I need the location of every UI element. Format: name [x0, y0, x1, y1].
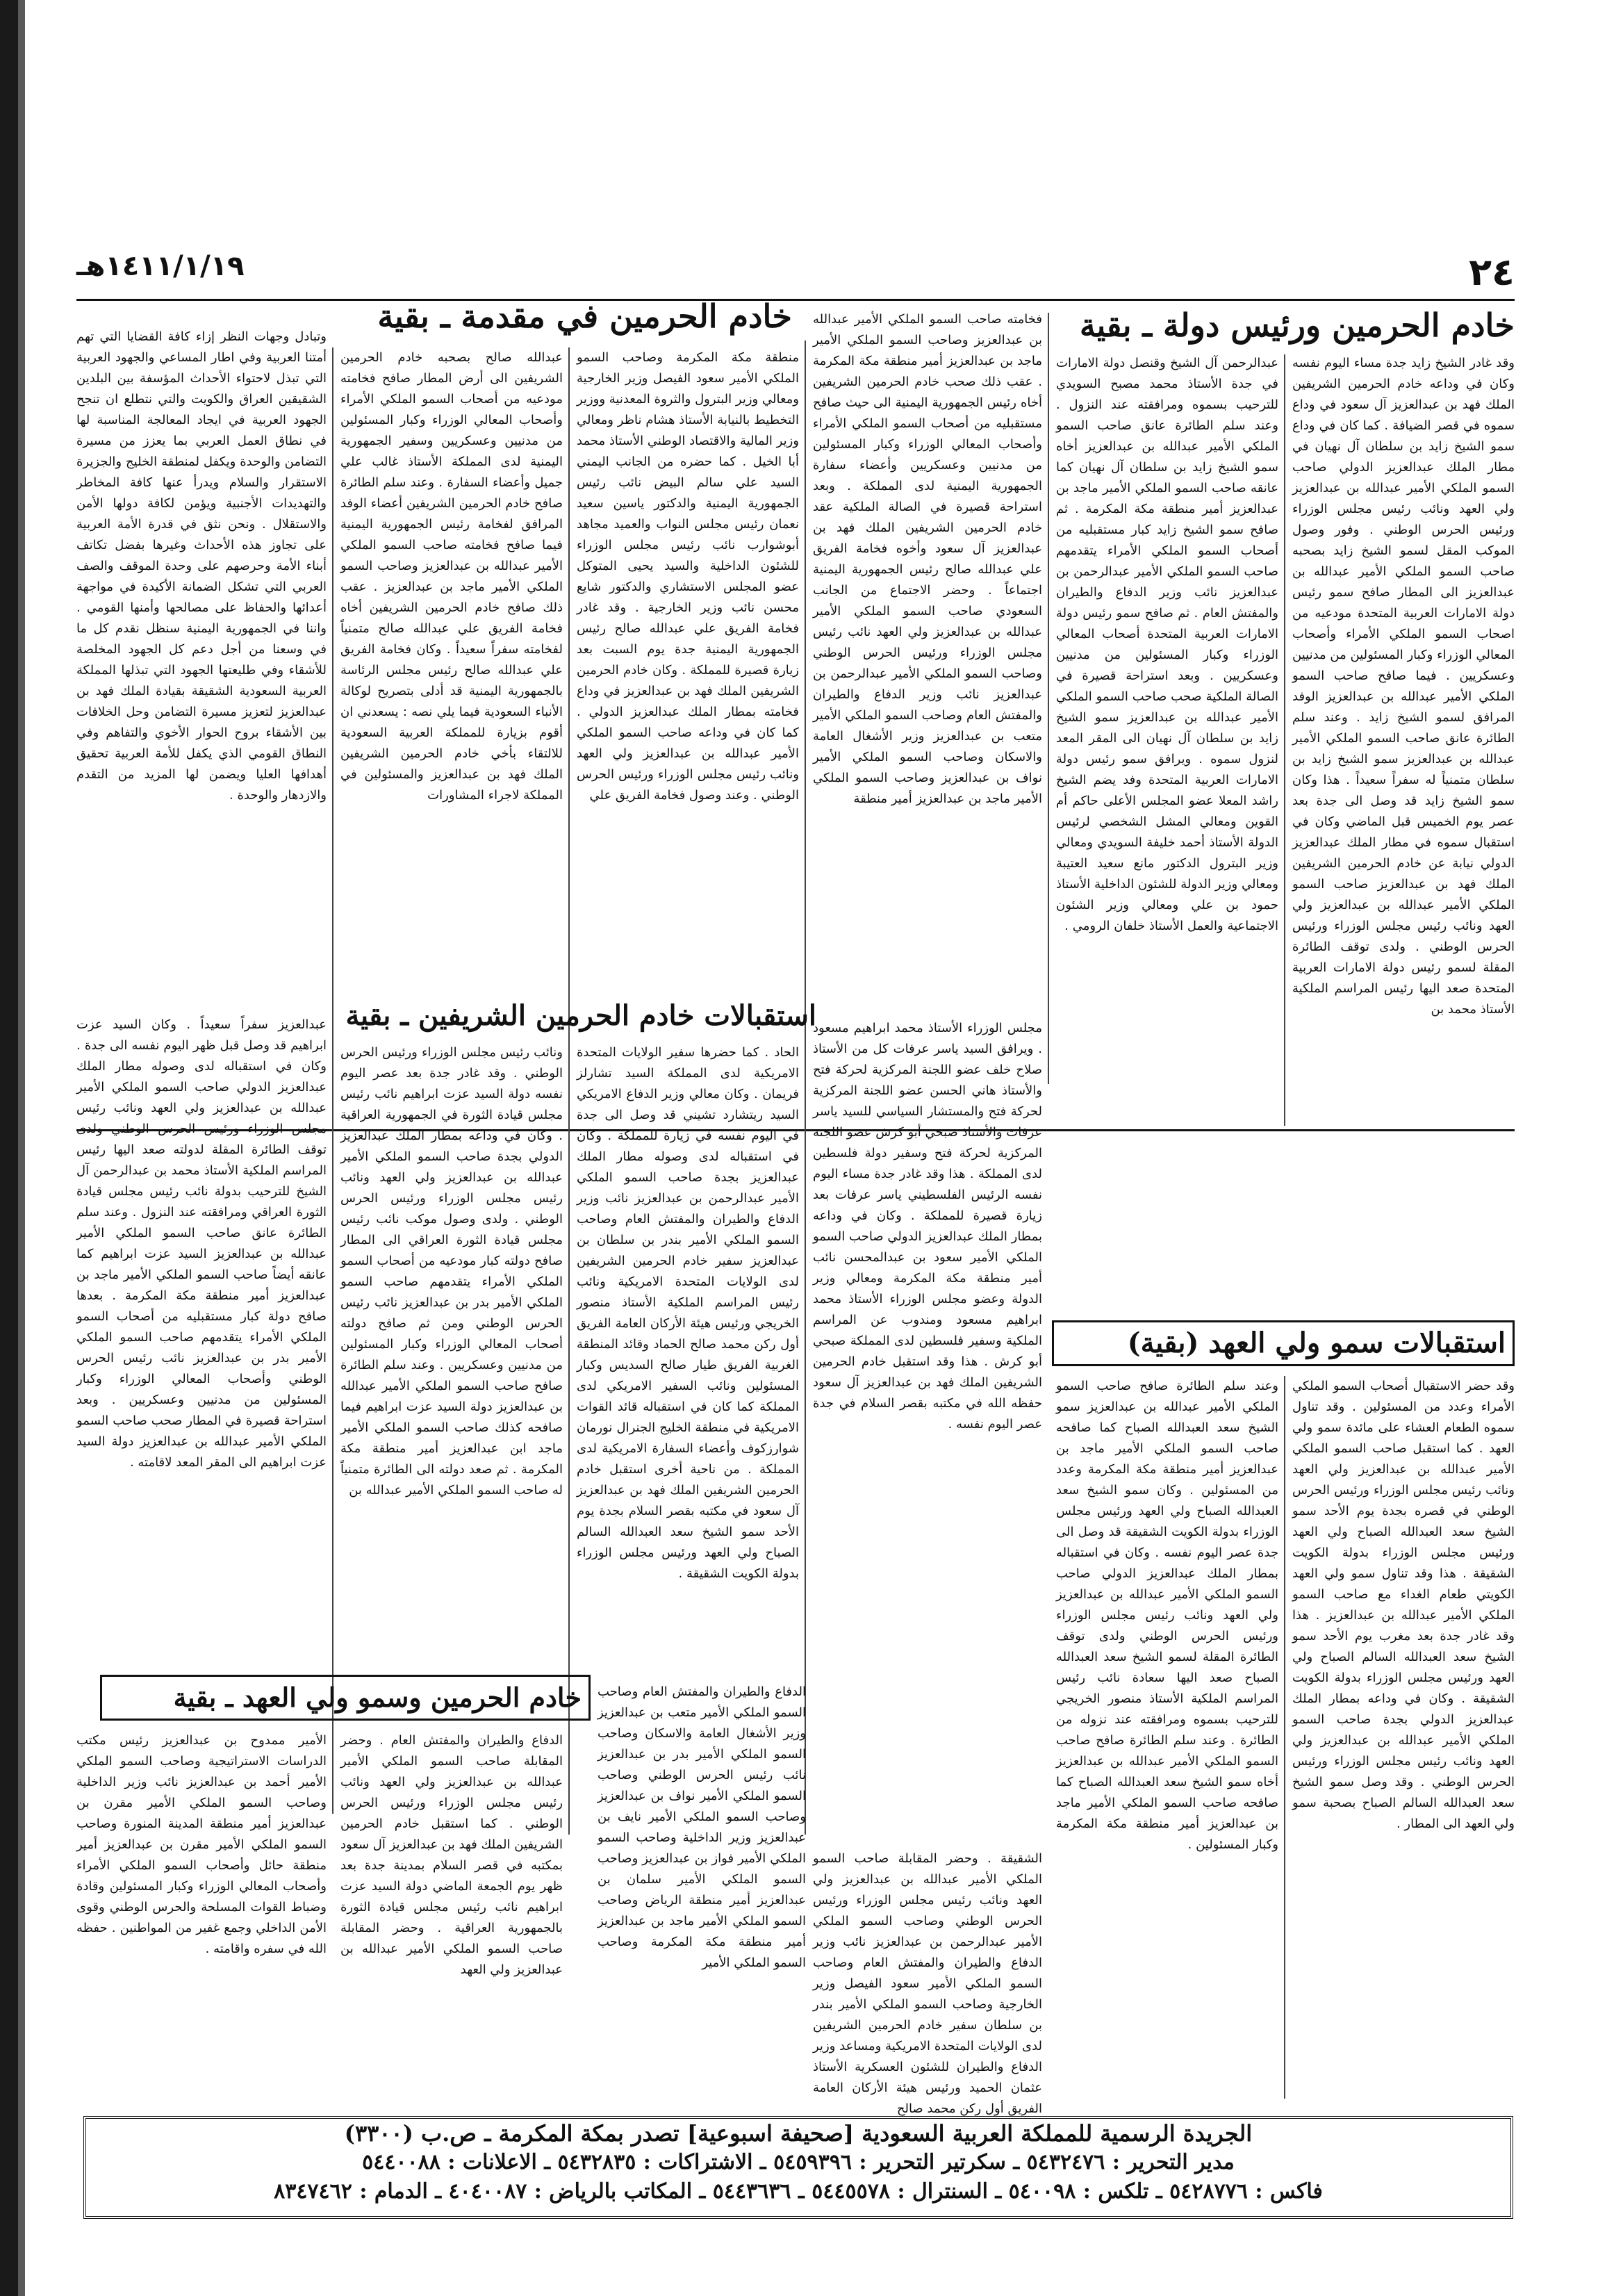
- top-rule: [76, 299, 1515, 301]
- footer-title: الجريدة الرسمية للمملكة العربية السعودية [صحيفة اسبوعية] تصدر بمكة المكرمة ـ ص.ب (٣٣٠٠): [344, 2120, 1253, 2147]
- article-2-col-1-text: منطقة مكة المكرمة وصاحب السمو الملكي الأمير سعود الفيصل وزير الخارجية ومعالي وزير البترول والثروة المعدنية ووزير التخطيط بالنيابة الأستاذ هشام ناظر ومعالي وزير المالية والاقتصاد الوطني الأستاذ محمد أبا الخيل . كما حضره من الجانب اليمني السيد علي سالم البيض نائب رئيس الجمهورية اليمنية والدكتور ياسين سعيد نعمان رئيس مجلس النواب والعميد مجاهد أبوشوارب نائب رئيس مجلس الوزراء للشئون الداخلية والسيد يحيى المتوكل عضو المجلس الاستشاري والدكتور شايع محسن نائب وزير الخارجية . وقد غادر فخامة الفريق علي عبدالله صالح رئيس الجمهورية اليمنية جدة يوم السبت بعد زيارة قصيرة للمملكة . وكان خادم الحرمين الشريفين الملك فهد بن عبدالعزيز في وداع فخامته بمطار الملك عبدالعزيز الدولي . كما كان في وداعه صاحب السمو الملكي الأمير عبدالله بن عبدالعزيز ولي العهد ونائب رئيس مجلس الوزراء ورئيس الحرس الوطني . وعند وصول فخامة الفريق علي: [577, 350, 799, 803]
- column-divider: [568, 347, 570, 1105]
- article-2-col-3: [76, 327, 327, 1112]
- column-divider: [332, 347, 333, 1105]
- article-2-col-2-text: عبدالله صالح بصحبه خادم الحرمين الشريفين الى أرض المطار صافح فخامته مودعيه من أصحاب السمو الملكي الأمراء وأصحاب المعالي الوزراء وكبار المسئولين من مدنيين وعسكريين وسفير الجمهورية اليمنية لدى المملكة الأستاذ غالب علي جميل وأعضاء السفارة . وعند سلم الطائرة صافح خادم الحرمين الشريفين أعضاء الوفد المرافق لفخامة رئيس الجمهورية اليمنية فيما صافح فخامته صاحب السمو الملكي الأمير عبدالله بن عبدالعزيز وصاحب السمو الملكي الأمير ماجد بن عبدالعزيز . عقب ذلك صافح خادم الحرمين الشريفين أخاه فخامة الفريق علي عبدالله صالح متمنياً لفخامته سفراً سعيداً . وكان فخامة الفريق علي عبدالله صالح رئيس مجلس الرئاسة بالجمهورية اليمنية قد أدلى بتصريح لوكالة الأنباء السعودية فيما يلي نصه : يسعدني ان أقوم بزيارة للمملكة العربية السعودية للالتقاء بأخي خادم الحرمين الشريفين الملك فهد بن عبدالعزيز والمسئولين في المملكة لاجراء المشاورات: [340, 350, 563, 803]
- article-1-col-3-text: فخامته صاحب السمو الملكي الأمير عبدالله بن عبدالعزيز وصاحب السمو الملكي الأمير ماجد بن عبدالعزيز أمير منطقة مكة المكرمة . عقب ذلك صحب خادم الحرمين الشريفين أخاه رئيس الجمهورية اليمنية الى حيث صافح مستقبليه من أصحاب السمو الملكي الأمراء وأصحاب المعالي الوزراء وكبار المسئولين من مدنيين وعسكريين وأعضاء سفارة الجمهورية اليمنية لدى المملكة . وبعد استراحة قصيرة في الصالة الملكية عقد خادم الحرمين الشريفين الملك فهد بن عبدالعزيز آل سعود وأخوه فخامة الفريق علي عبدالله صالح رئيس الجمهورية اليمنية اجتماعاً . وحضر الاجتماع من الجانب السعودي صاحب السمو الملكي الأمير عبدالله بن عبدالعزيز ولي العهد نائب رئيس مجلس الوزراء ورئيس الحرس الوطني وصاحب السمو الملكي الأمير عبدالرحمن بن عبدالعزيز نائب وزير الدفاع والطيران والمفتش العام وصاحب السمو الملكي الأمير متعب بن عبدالعزيز وزير الأشغال العامة والاسكان وصاحب السمو الملكي الأمير نواف بن عبدالعزيز وصاحب السمو الملكي الأمير ماجد بن عبدالعزيز أمير منطقة: [813, 312, 1042, 806]
- headline-custodian-receptions: استقبالات خادم الحرمين الشريفين ـ بقية: [345, 999, 816, 1032]
- article-4-col-3-text: الدفاع والطيران والمفتش العام . وحضر المقابلة صاحب السمو الملكي الأمير عبدالله بن عبدالعزيز ولي العهد ونائب رئيس مجلس الوزراء ورئيس الحرس الوطني . كما استقبل خادم الحرمين الشريفين الملك فهد بن عبدالعزيز آل سعود بمكتبه في قصر السلام بمدينة جدة بعد ظهر يوم الجمعة الماضي دولة السيد عزت ابراهيم نائب رئيس مجلس قيادة الثورة بالجمهورية العراقية . وحضر المقابلة صاحب السمو الملكي الأمير عبدالله بن عبدالعزيز ولي العهد: [340, 1733, 563, 1977]
- article-2-col-3-text: وتبادل وجهات النظر إزاء كافة القضايا التي تهم أمتنا العربية وفي اطار المساعي والجهود العربية التي تبذل لاحتواء الأحداث المؤسفة بين البلدين الشقيقين العراق والكويت والتي نتطلع ان تنجح الجهود العربية في ايجاد المعالجة المناسبة لها في نطاق العمل العربي بما يعزز من مسيرة التضامن والوحدة ويكفل لمنطقة الخليج والجزيرة الاستقرار والسلام ويدرأ عنها كافة المخاطر والتهديدات الأجنبية ويؤمن لكافة دولها الأمن والاستقلال . ونحن نثق في قدرة الأمة العربية على تجاوز هذه الأحداث وغيرها بفضل تكاتف أبناء الأمة وحرصهم على وحدة الموقف والصف العربي التي تشكل الضمانة الأكيدة في مواجهة أعدائها والحفاظ على مصالحها وأمنها القومي . واننا في الجمهورية اليمنية سنظل نقدم كل ما في وسعنا من أجل دعم كل الجهود المخلصة للأشقاء وفي طليعتها الجهود التي تبذلها المملكة العربية السعودية الشقيقة بقيادة الملك فهد بن عبدالعزيز لتعزيز مسيرة التضامن وحل الخلافات بين الأشقاء بروح الحوار الأخوي والتفاهم وفي النطاق القومي الذي يكفل للأمة العربية تحقيق أهدافها العليا ويضمن لها المزيد من التقدم والازدهار والوحدة .: [76, 329, 327, 803]
- article-1-col-2: [1056, 353, 1278, 1131]
- article-4-col-1-text: وقد حضر الاستقبال أصحاب السمو الملكي الأمراء وعدد من المسئولين . وقد تناول سموه الطعام العشاء على مائدة سمو ولي العهد . كما استقبل صاحب السمو الملكي الأمير عبدالله بن عبدالعزيز ولي العهد ونائب رئيس مجلس الوزراء ورئيس الحرس الوطني في قصره بجدة يوم الأحد سمو الشيخ سعد العبدالله الصباح ولي العهد ورئيس مجلس الوزراء بدولة الكويت الشقيقة . هذا وقد تناول سمو ولي العهد الكويتي طعام الغداء مع صاحب السمو الملكي الأمير عبدالله بن عبدالعزيز . هذا وقد غادر جدة بعد مغرب يوم الأحد سمو الشيخ سعد العبدالله السالم الصباح ولي العهد ورئيس مجلس الوزراء بدولة الكويت الشقيقة . وكان في وداعه بمطار الملك عبدالعزيز الدولي بجدة صاحب السمو الملكي الأمير عبدالله بن عبدالعزيز ولي العهد ونائب رئيس مجلس الوزراء ورئيس الحرس الوطني . وقد وصل سمو الشيخ سعد العبدالله السالم الصباح بصحبة سمو ولي العهد الى المطار .: [1292, 1379, 1515, 1831]
- article-5-col-1: [598, 1682, 806, 2071]
- binding-edge: [0, 0, 18, 2296]
- article-1-col-1-text: وقد غادر الشيخ زايد جدة مساء اليوم نفسه وكان في وداعه خادم الحرمين الشريفين الملك فهد بن عبدالعزيز آل سعود في وداع سموه في قصر الضيافة . كما كان في وداع سمو الشيخ زايد بن سلطان آل نهيان في مطار الملك عبدالعزيز الدولي صاحب السمو الملكي الأمير عبدالله بن عبدالعزيز ولي العهد ونائب رئيس مجلس الوزراء ورئيس الحرس الوطني . وفور وصول الموكب المقل لسمو الشيخ زايد بصحبه صاحب السمو الملكي الأمير عبدالله بن عبدالعزيز الى المطار صافح سمو رئيس دولة الامارات العربية المتحدة مودعيه من اصحاب السمو الملكي الأمراء وأصحاب المعالي الوزراء وكبار المسئولين من مدنيين وعسكريين . فيما صافح صاحب السمو الملكي الأمير عبدالله بن عبدالعزيز الوفد المرافق لسمو الشيخ زايد . وعند سلم الطائرة عانق صاحب السمو الملكي الأمير عبدالله بن عبدالعزيز سمو الشيخ زايد بن سلطان متمنياً له سفراً سعيداً . هذا وكان سمو الشيخ زايد قد وصل الى جدة بعد عصر يوم الخميس قبل الماضي وكان في استقبال سموه في مطار الملك عبدالعزيز الدولي نيابة عن خادم الحرمين الشريفين الملك فهد بن عبدالعزيز صاحب السمو الملكي الأمير عبدالله بن عبدالعزيز ولي العهد ونائب رئيس مجلس الوزراء ورئيس الحرس الوطني . ولدى توقف الطائرة المقلة لسمو رئيس دولة الامارات العربية المتحدة صعد اليها رئيس المراسم الملكية الأستاذ محمد بن: [1292, 356, 1515, 1017]
- article-4-col-2: [1056, 1376, 1278, 2113]
- article-4-col-3: [340, 1730, 563, 2078]
- page-date: ١٤١١/١/١٩هـ: [76, 250, 245, 282]
- article-4-col-4-text: الشقيقة . وحضر المقابلة صاحب السمو الملكي الأمير عبدالله بن عبدالعزيز ولي العهد ونائب رئيس مجلس الوزراء ورئيس الحرس الوطني وصاحب السمو الملكي الأمير عبدالرحمن بن عبدالعزيز نائب وزير الدفاع والطيران والمفتش العام وصاحب السمو الملكي الأمير سعود الفيصل وزير الخارجية وصاحب السمو الملكي الأمير بندر بن سلطان سفير خادم الحرمين الشريفين لدى الولايات المتحدة الامريكية ومساعد وزير الدفاع والطيران للشئون العسكرية الأستاذ عثمان الحميد ورئيس هيئة الأركان العامة الفريق أول ركن محمد صالح: [813, 1851, 1042, 2116]
- article-5-col-2-text: الأمير ممدوح بن عبدالعزيز رئيس مكتب الدراسات الاستراتيجية وصاحب السمو الملكي الأمير أحمد بن عبدالعزيز نائب وزير الداخلية وصاحب السمو الملكي الأمير مقرن بن عبدالعزيز أمير منطقة المدينة المنورة وصاحب السمو الملكي الأمير مقرن بن عبدالعزيز أمير منطقة حائل وأصحاب السمو الملكي الأمراء وأصحاب المعالي الوزراء وكبار المسئولين وقادة وضباط القوات المسلحة والحرس الوطني وقوى الأمن الداخلي وجمع غفير من المواطنين . حفظه الله في سفره واقامته .: [76, 1733, 327, 1956]
- article-5-col-1-text: الدفاع والطيران والمفتش العام وصاحب السمو الملكي الأمير متعب بن عبدالعزيز وزير الأشغال العامة والاسكان وصاحب السمو الملكي الأمير بدر بن عبدالعزيز نائب رئيس الحرس الوطني وصاحب السمو الملكي الأمير نواف بن عبدالعزيز وصاحب السمو الملكي الأمير نايف بن عبدالعزيز وزير الداخلية وصاحب السمو الملكي الأمير فواز بن عبدالعزيز وصاحب السمو الملكي الأمير سلمان بن عبدالعزيز أمير منطقة الرياض وصاحب السمو الملكي الأمير ماجد بن عبدالعزيز أمير منطقة مكة المكرمة وصاحب السمو الملكي الأمير: [598, 1684, 806, 1970]
- article-1-col-3: [813, 309, 1042, 1122]
- article-5-col-2: [76, 1730, 327, 2078]
- column-divider: [1048, 313, 1049, 1084]
- footer-fax-telex: فاكس : ٥٤٢٨٧٧٦ ـ تلكس : ٥٤٠٠٩٨ ـ السنترال : ٥٤٤٥٥٧٨ ـ ٥٤٤٣٦٣٦ ـ المكاتب بالرياض : ٤٠٤٠٠٨٧ ـ الدمام : ٨٣٤٧٤٦٢: [274, 2179, 1323, 2204]
- headline-custodian-front: خادم الحرمين في مقدمة ـ بقية: [377, 297, 792, 335]
- article-3-col-4-text: عبدالعزيز سفراً سعيداً . وكان السيد عزت ابراهيم قد وصل قبل ظهر اليوم نفسه الى جدة . وكان في استقباله لدى وصوله مطار الملك عبدالعزيز الدولي صاحب السمو الملكي الأمير عبدالله بن عبدالعزيز ولي العهد ونائب رئيس مجلس الوزراء ورئيس الحرس الوطني ولدى توقف الطائرة المقلة لدولته صعد اليها رئيس المراسم الملكية الأستاذ محمد بن عبدالرحمن آل الشيخ للترحيب بدولة نائب رئيس مجلس قيادة الثورة العراقي ومرافقته عند النزول . وعند سلم الطائرة عانق صاحب السمو الملكي الأمير عبدالله بن عبدالعزيز السيد عزت ابراهيم كما عانقه أيضاً صاحب السمو الملكي الأمير ماجد بن عبدالعزيز أمير منطقة مكة المكرمة . بعدها صافح دولة كبار مستقبليه من أصحاب السمو الملكي الأمراء يتقدمهم صاحب السمو الملكي الأمير بدر بن عبدالعزيز نائب رئيس الحرس الوطني وأصحاب المعالي الوزراء وكبار المسئولين من مدنيين وعسكريين . وبعد استراحة قصيرة في المطار صحب صاحب السمو الملكي الأمير عبدالله بن عبدالعزيز دولة السيد عزت ابراهيم الى المقر المعد لاقامته .: [76, 1017, 327, 1470]
- article-4-col-2-text: وعند سلم الطائرة صافح صاحب السمو الملكي الأمير عبدالله بن عبدالعزيز سمو الشيخ سعد العبدالله الصباح كما صافحه صاحب السمو الملكي الأمير ماجد بن عبدالعزيز أمير منطقة مكة المكرمة وعدد من المسئولين . وكان سمو الشيخ سعد العبدالله الصباح ولي العهد ورئيس مجلس الوزراء بدولة الكويت الشقيقة قد وصل الى جدة عصر اليوم نفسه . وكان في استقباله بمطار الملك عبدالعزيز الدولي صاحب السمو الملكي الأمير عبدالله بن عبدالعزيز ولي العهد ونائب رئيس مجلس الوزراء ورئيس الحرس الوطني ولدى توقف الطائرة المقلة لسمو الشيخ سعد العبدالله الصباح صعد اليها سعادة نائب رئيس المراسم الملكية الأستاذ منصور الخريجي للترحيب بسموه ومرافقته عند نزوله من الطائرة . وعند سلم الطائرة صافح صاحب السمو الملكي الأمير عبدالله بن عبدالعزيز أخاه سمو الشيخ سعد العبدالله الصباح كما صافحه صاحب السمو الملكي الأمير ماجد بن عبدالعزيز أمير منطقة مكة المكرمة وكبار المسئولين .: [1056, 1379, 1278, 1852]
- article-3-col-1: [813, 1018, 1042, 1838]
- article-3-col-1-text: مجلس الوزراء الأستاذ محمد ابراهيم مسعود . ويرافق السيد ياسر عرفات كل من الأستاذ صلاح خلف عضو اللجنة المركزية لحركة فتح والأستاذ هاني الحسن عضو اللجنة المركزية لحركة فتح والمستشار السياسي للسيد ياسر عرفات والأستاذ صبحي أبو كرش عضو اللجنة المركزية لحركة فتح وسفير دولة فلسطين لدى المملكة . هذا وقد غادر جدة مساء اليوم نفسه الرئيس الفلسطيني ياسر عرفات بعد زيارة قصيرة للمملكة . وكان في وداعه بمطار الملك عبدالعزيز الدولي صاحب السمو الملكي الأمير سعود بن عبدالمحسن نائب أمير منطقة مكة المكرمة ومعالي وزير الدولة وعضو مجلس الوزراء الأستاذ محمد ابراهيم مسعود ومندوب عن المراسم الملكية وسفير فلسطين لدى المملكة صبحي أبو كرش . هذا وقد استقبل خادم الحرمين الشريفين الملك فهد بن عبدالعزيز آل سعود حفظه الله في مكتبه بقصر السلام في جدة عصر اليوم نفسه .: [813, 1021, 1042, 1432]
- column-divider: [1284, 354, 1285, 1126]
- article-4-col-1: [1292, 1376, 1515, 2113]
- headline-custodian-president: خادم الحرمين ورئيس دولة ـ بقية: [1079, 306, 1515, 344]
- binding-shadow: [18, 0, 25, 2296]
- footer-phones: مدير التحرير : ٥٤٣٢٤٧٦ ـ سكرتير التحرير : ٥٤٥٩٣٩٦ ـ الاشتراكات : ٥٤٣٢٨٣٥ ـ الاعلانات : ٥٤٤٠٠٨٨: [362, 2150, 1235, 2174]
- headline-custodian-crown-prince: خادم الحرمين وسمو ولي العهد ـ بقية: [100, 1675, 591, 1721]
- page-number: ٢٤: [1469, 250, 1515, 294]
- article-4-col-4: [813, 1848, 1042, 2116]
- article-3-col-3-text: ونائب رئيس مجلس الوزراء ورئيس الحرس الوطني . وقد غادر جدة بعد عصر اليوم نفسه دولة السيد عزت ابراهيم نائب رئيس مجلس قيادة الثورة في الجمهورية العراقية . وكان في وداعه بمطار الملك عبدالعزيز الدولي بجدة صاحب السمو الملكي الأمير عبدالله بن عبدالعزيز ولي العهد ونائب رئيس مجلس الوزراء ورئيس الحرس الوطني . ولدى وصول موكب نائب رئيس مجلس قيادة الثورة العراقي الى المطار صافح دولته كبار مودعيه من أصحاب السمو الملكي الأمراء يتقدمهم صاحب السمو الملكي الأمير بدر بن عبدالعزيز نائب رئيس الحرس الوطني ومن ثم صافح دولته أصحاب المعالي الوزراء وكبار المسئولين من مدنيين وعسكريين . وعند سلم الطائرة صافح صاحب السمو الملكي الأمير عبدالله بن عبدالعزيز دولة السيد عزت ابراهيم فيما صافحه كذلك صاحب السمو الملكي الأمير ماجد ابن عبدالعزيز أمير منطقة مكة المكرمة . ثم صعد دولته الى الطائرة متمنياً له صاحب السمو الملكي الأمير عبدالله بن: [340, 1045, 563, 1498]
- article-3-col-2-text: الحاد . كما حضرها سفير الولايات المتحدة الامريكية لدى المملكة السيد تشارلز فريمان . وكان معالي وزير الدفاع الامريكي السيد ريتشارد تشيني قد وصل الى جدة في اليوم نفسه في زيارة للمملكة . وكان في استقباله لدى وصوله مطار الملك عبدالعزيز بجدة صاحب السمو الملكي الأمير عبدالرحمن بن عبدالعزيز نائب وزير الدفاع والطيران والمفتش العام وصاحب السمو الملكي الأمير بندر بن سلطان بن عبدالعزيز سفير خادم الحرمين الشريفين لدى الولايات المتحدة الامريكية ونائب رئيس المراسم الملكية الأستاذ منصور الخريجي ورئيس هيئة الأركان العامة الفريق أول ركن محمد صالح الحماد وقائد المنطقة الغربية الفريق طيار صالح السديس وكبار المسئولين ونائب السفير الامريكي لدى المملكة كما كان في استقباله قائد القوات الامريكية في منطقة الخليج الجنرال نورمان شوارزكوف وأعضاء السفارة الامريكية لدى المملكة . من ناحية أخرى استقبل خادم الحرمين الشريفين الملك فهد بن عبدالعزيز آل سعود في مكتبه بقصر السلام بجدة يوم الأحد سمو الشيخ سعد العبدالله السالم الصباح ولي العهد ورئيس مجلس الوزراء بدولة الكويت الشقيقة .: [577, 1045, 799, 1581]
- column-divider: [1284, 1376, 1285, 2099]
- headline-crown-prince-receptions: استقبالات سمو ولي العهد (بقية): [1052, 1320, 1515, 1366]
- article-1-col-1: [1292, 353, 1515, 1131]
- column-divider: [805, 341, 806, 1105]
- masthead-footer: [83, 2116, 1513, 2219]
- newspaper-page: [76, 250, 1515, 2116]
- article-1-col-2-text: عبدالرحمن آل الشيخ وقنصل دولة الامارات في جدة الأستاذ محمد مصبح السويدي للترحيب بسموه ومرافقته عند النزول . وعند سلم الطائرة عانق صاحب السمو الملكي الأمير عبدالله بن عبدالعزيز أخاه سمو الشيخ زايد بن سلطان آل نهيان كما عانقه صاحب السمو الملكي الأمير ماجد بن عبدالعزيز أمير منطقة مكة المكرمة . ثم صافح سمو الشيخ زايد كبار مستقبليه من أصحاب السمو الملكي الأمراء يتقدمهم صاحب السمو الملكي الأمير عبدالرحمن بن عبدالعزيز نائب وزير الدفاع والطيران والمفتش العام . ثم صافح سمو رئيس دولة الامارات العربية المتحدة أصحاب المعالي الوزراء وكبار المسئولين من مدنيين وعسكريين . وبعد استراحة قصيرة في الصالة الملكية صحب صاحب السمو الملكي الأمير عبدالله بن عبدالعزيز سمو الشيخ زايد بن سلطان آل نهيان الى المقر المعد لنزول سموه . ويرافق سمو رئيس دولة الامارات العربية المتحدة وفد يضم الشيخ راشد المعلا عضو المجلس الأعلى حاكم أم القوين ومعالي المشل الشخصي لرئيس الدولة الأستاذ أحمد خليفة السويدي ومعالي وزير البترول الدكتور مانع سعيد العتيبة ومعالي وزير الدولة للشئون الداخلية الأستاذ حمود بن علي ومعالي وزير الشئون الاجتماعية والعمل الأستاذ خلفان الرومي .: [1056, 356, 1278, 933]
